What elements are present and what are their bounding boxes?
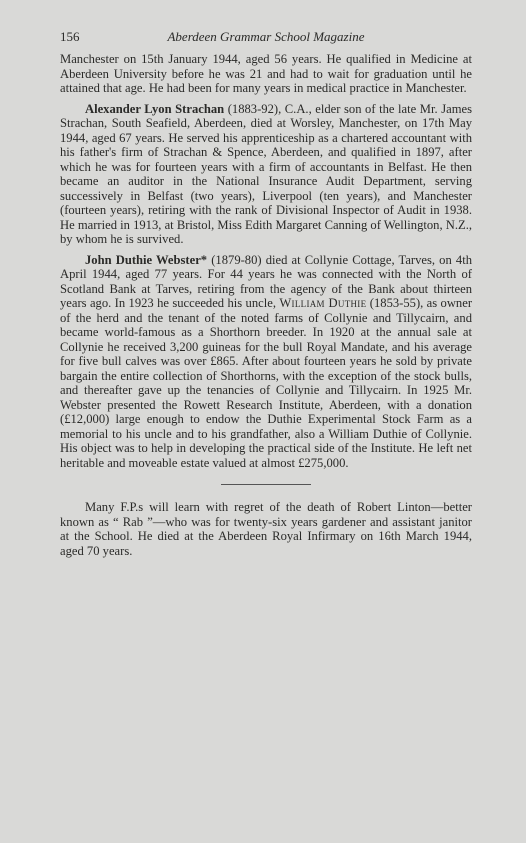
paragraph-text: (1853-55), as owner of the herd and the tenant of the noted farms of Collynie and Tillycairn, and became world-famous as a Shorthorn breeder. In 1920 at the annual sale at Collynie he received 3,200 guineas for the bull Royal Mandate, and his average for five bull calves was over £865. After about fourteen years he sold by private bargain the entire collection of Shorthorns, with the exception of the stock bulls, and thereafter gave up the tenancies of Collynie and Tillycairn. In 1925 Mr. Webster presented the Rowett Research Institute, Aberdeen, with a donation (£12,000) large enough to endow the Duthie Experimental Stock Farm as a memorial to his uncle and to his grandfather, also a William Duthie of Collynie. His object was to help in developing the practical side of the Institute. He left net heritable and moveable estate valued at almost £275,000. — [60, 296, 473, 470]
page-number: 156 — [60, 29, 80, 44]
paragraph-text: (1879-80) died at Collynie Cottage, Tarves, on 4th April 1944, aged 77 years. For 44 years he was connected with the North of Scotland Bank at Tarves, retiring from the agency of the Bank about thirteen years ago. In 1923 he succeeded his uncle, — [60, 252, 472, 310]
obituary-strachan — [60, 102, 472, 247]
section-divider — [221, 484, 311, 485]
notice-linton — [60, 500, 472, 558]
running-title: Aberdeen Grammar School Magazine — [167, 29, 365, 44]
paragraph-text: Many F.P.s will learn with regret of the death of Robert Linton—better known as “ Rab ”—who was for twenty-six years gardener and assistant janitor at the School. He died at the Aberdeen Royal Infirmary on 16th March 1944, aged 70 years. — [60, 500, 472, 558]
paragraph-text: (1883-92), C.A., elder son of the late Mr. James Strachan, South Seafield, Aberdeen, died at Worsley, Manchester, on 17th May 1944, aged 67 years. He served his apprenticeship as a chartered accountant with his father's firm of Strachan & Spence, Aberdeen, and qualified in 1897, after which he was for fourteen years with a firm of accountants in Belfast. He then became an auditor in the National Insurance Audit Department, serving successively in Belfast (two years), Liverpool (ten years), and Manchester (fourteen years), retiring with the rank of Divisional Inspector of Audit in 1938. He married in 1913, at Bristol, Miss Edith Margaret Canning of Wellington, N.Z., by whom he is survived. — [60, 101, 472, 246]
paragraph-text: Manchester on 15th January 1944, aged 56 years. He qualified in Medicine at Aberdeen University before he was 21 and had to wait for graduation until he attained that age. He had been for many years in medical practice in Manchester. — [60, 52, 472, 95]
person-name: Alexander Lyon Strachan — [85, 101, 225, 116]
obituary-webster — [60, 253, 472, 471]
page-header — [60, 29, 472, 45]
article-body — [60, 52, 472, 558]
obituary-continuation — [60, 52, 472, 96]
person-name-smallcaps: William Duthie — [279, 296, 367, 310]
person-name: John Duthie Webster* — [85, 252, 208, 267]
